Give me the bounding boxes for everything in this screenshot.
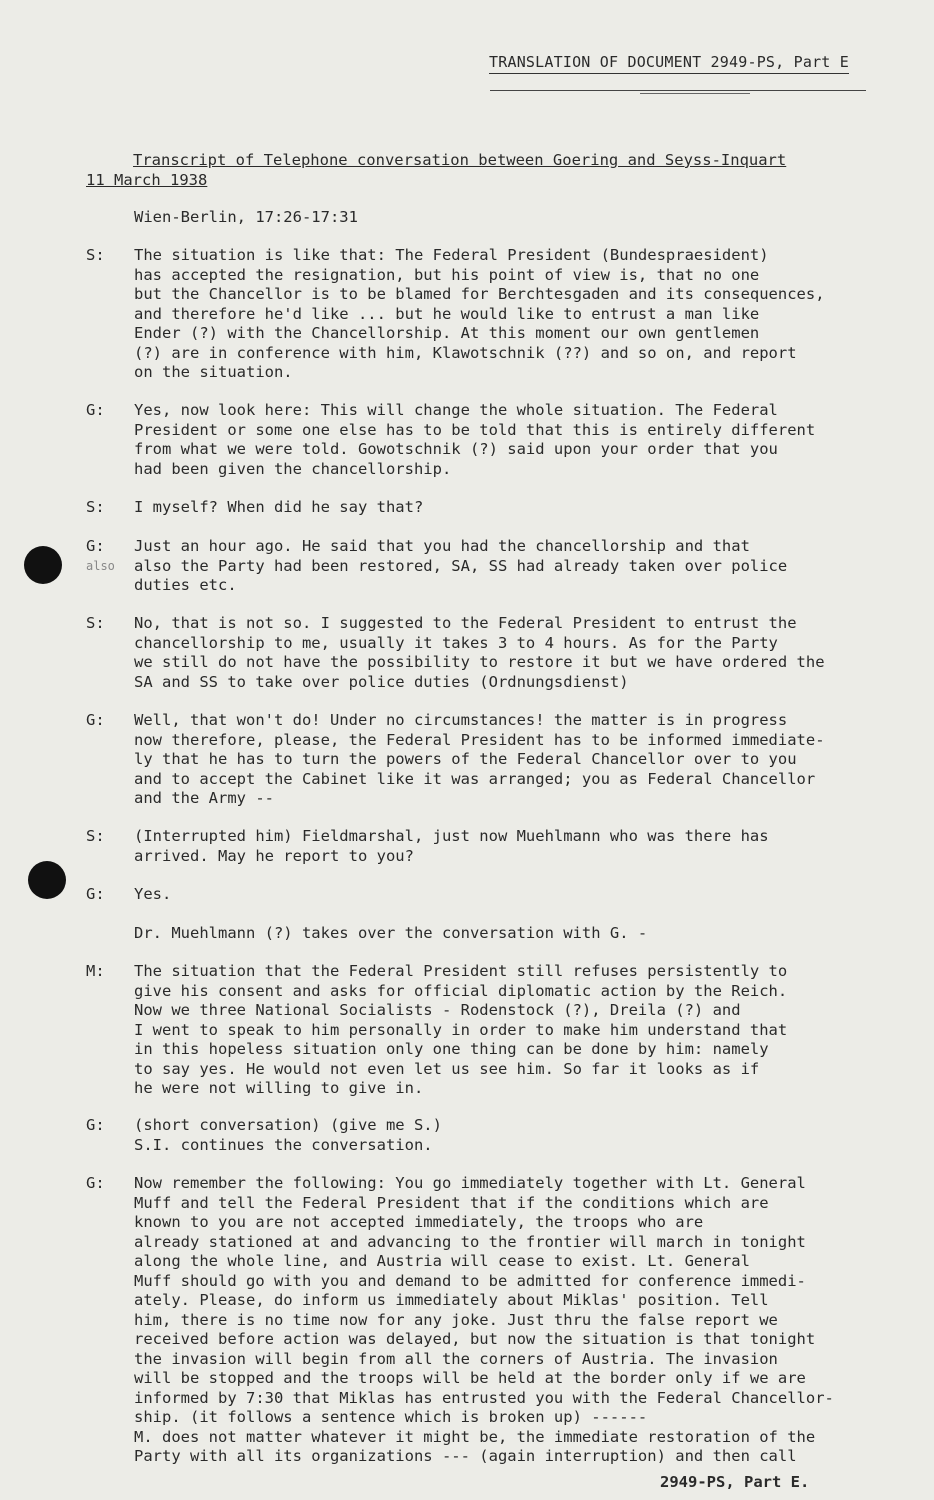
dialogue-entry bbox=[86, 962, 876, 1099]
dialogue-text: Now remember the following: You go immediately together with Lt. General Muff and tell the Federal President that if the conditions which are known to you are not accepted immediately, the troops who are already stationed at and advancing to the frontier will march in tonight along the whole line, and Austria will cease to exist. Lt. General Muff should go with you and demand to be admitted for conference immedi- ately. Please, do inform us immediately about Miklas' position. Tell him, there is no time now for any joke. Just thru the false report we received before action was delayed, but now the situation is that tonight the invasion will begin from all the corners of Austria. The invasion will be stopped and the troops will be held at the border only if we are informed by 7:30 that Miklas has entrusted you with the Federal Chancellor- ship. (it follows a sentence which is broken up) ------ M. does not matter whatever it might be, the immediate restoration of the Party with all its organizations --- (again interruption) and then call bbox=[134, 1174, 834, 1465]
heading-line-1: Transcript of Telephone conversation between Goering and Seyss-Inquart bbox=[133, 151, 787, 169]
dialogue-text: (Interrupted him) Fieldmarshal, just now Muehlmann who was there has arrived. May he report to you? bbox=[134, 827, 769, 865]
dialogue-entry bbox=[86, 614, 876, 692]
call-location-time: Wien-Berlin, 17:26-17:31 bbox=[134, 208, 358, 226]
dialogue-text: The situation that the Federal President still refuses persistently to give his consent and asks for official diplomatic action by the Reich. Now we three National Socialists - Rodenstock (?), Dreila (?) and I went to speak to him personally in order to make him understand that in this hopeless situation only one thing can be done by him: namely to say yes. He would not even let us see him. So far it looks as if he were not willing to give in. bbox=[134, 962, 788, 1097]
speaker-label: S: bbox=[86, 498, 105, 516]
dialogue-entry bbox=[86, 827, 876, 866]
margin-note: also bbox=[86, 559, 115, 573]
dialogue-entry bbox=[86, 498, 876, 518]
punch-hole bbox=[28, 861, 66, 899]
punch-hole bbox=[24, 546, 62, 584]
dialogue-entry bbox=[86, 885, 876, 905]
speaker-label: G: bbox=[86, 711, 105, 729]
dialogue-entry bbox=[86, 246, 876, 383]
dialogue-entry bbox=[86, 1116, 876, 1155]
dialogue-text: No, that is not so. I suggested to the Federal President to entrust the chancellorship to me, usually it takes 3 to 4 hours. As for the Party we still do not have the possibility to restore it but we have ordered the SA and SS to take over police duties (Ordnungsdienst) bbox=[134, 614, 825, 691]
dialogue-text: I myself? When did he say that? bbox=[134, 498, 424, 516]
dialogue-entry bbox=[86, 401, 876, 479]
speaker-label: M: bbox=[86, 962, 105, 980]
header-rule-secondary bbox=[640, 93, 750, 94]
speaker-label: S: bbox=[86, 246, 105, 264]
dialogue-text: (short conversation) (give me S.) S.I. continues the conversation. bbox=[134, 1116, 442, 1154]
narration-line: Dr. Muehlmann (?) takes over the conversation with G. - bbox=[134, 924, 648, 942]
dialogue-text: Just an hour ago. He said that you had the chancellorship and that also the Party had been restored, SA, SS had already taken over police duties etc. bbox=[134, 537, 788, 594]
speaker-label: G: bbox=[86, 1116, 105, 1134]
header-rule bbox=[490, 90, 866, 91]
speaker-label: G: bbox=[86, 401, 105, 419]
dialogue-text: Yes, now look here: This will change the whole situation. The Federal President or some one else has to be told that this is entirely different from what we were told. Gowotschnik (?) said upon your order that you had been given the chancellorship. bbox=[134, 401, 816, 478]
dialogue-entry bbox=[86, 537, 876, 596]
speaker-label: S: bbox=[86, 614, 105, 632]
dialogue-text: Yes. bbox=[134, 885, 172, 903]
document-heading bbox=[86, 150, 826, 190]
speaker-label: G: bbox=[86, 537, 105, 555]
speaker-label: G: bbox=[86, 885, 105, 903]
dialogue-text: Well, that won't do! Under no circumstances! the matter is in progress now therefore, please, the Federal President has to be informed immediate- ly that he has to turn the powers of the Federal Chancellor over to you and to accept the Cabinet like it was arranged; you as Federal Chancellor and the Army -- bbox=[134, 711, 825, 807]
speaker-label: S: bbox=[86, 827, 105, 845]
dialogue-entry bbox=[86, 1174, 876, 1467]
dialogue-entry bbox=[86, 711, 876, 809]
document-header-title: TRANSLATION OF DOCUMENT 2949-PS, Part E bbox=[489, 53, 849, 74]
dialogue-text: The situation is like that: The Federal President (Bundespraesident) has accepted the resignation, but his point of view is, that no one but the Chancellor is to be blamed for Berchtesgaden and its consequences, and therefore he'd like ... but he would like to entrust a man like Ender (?) with the Chancellorship. At this moment our own gentlemen (?) are in conference with him, Klawotschnik (??) and so on, and report on the situation. bbox=[134, 246, 825, 381]
heading-line-2: 11 March 1938 bbox=[86, 171, 208, 189]
speaker-label: G: bbox=[86, 1174, 105, 1192]
page-footer: 2949-PS, Part E. bbox=[660, 1473, 810, 1491]
